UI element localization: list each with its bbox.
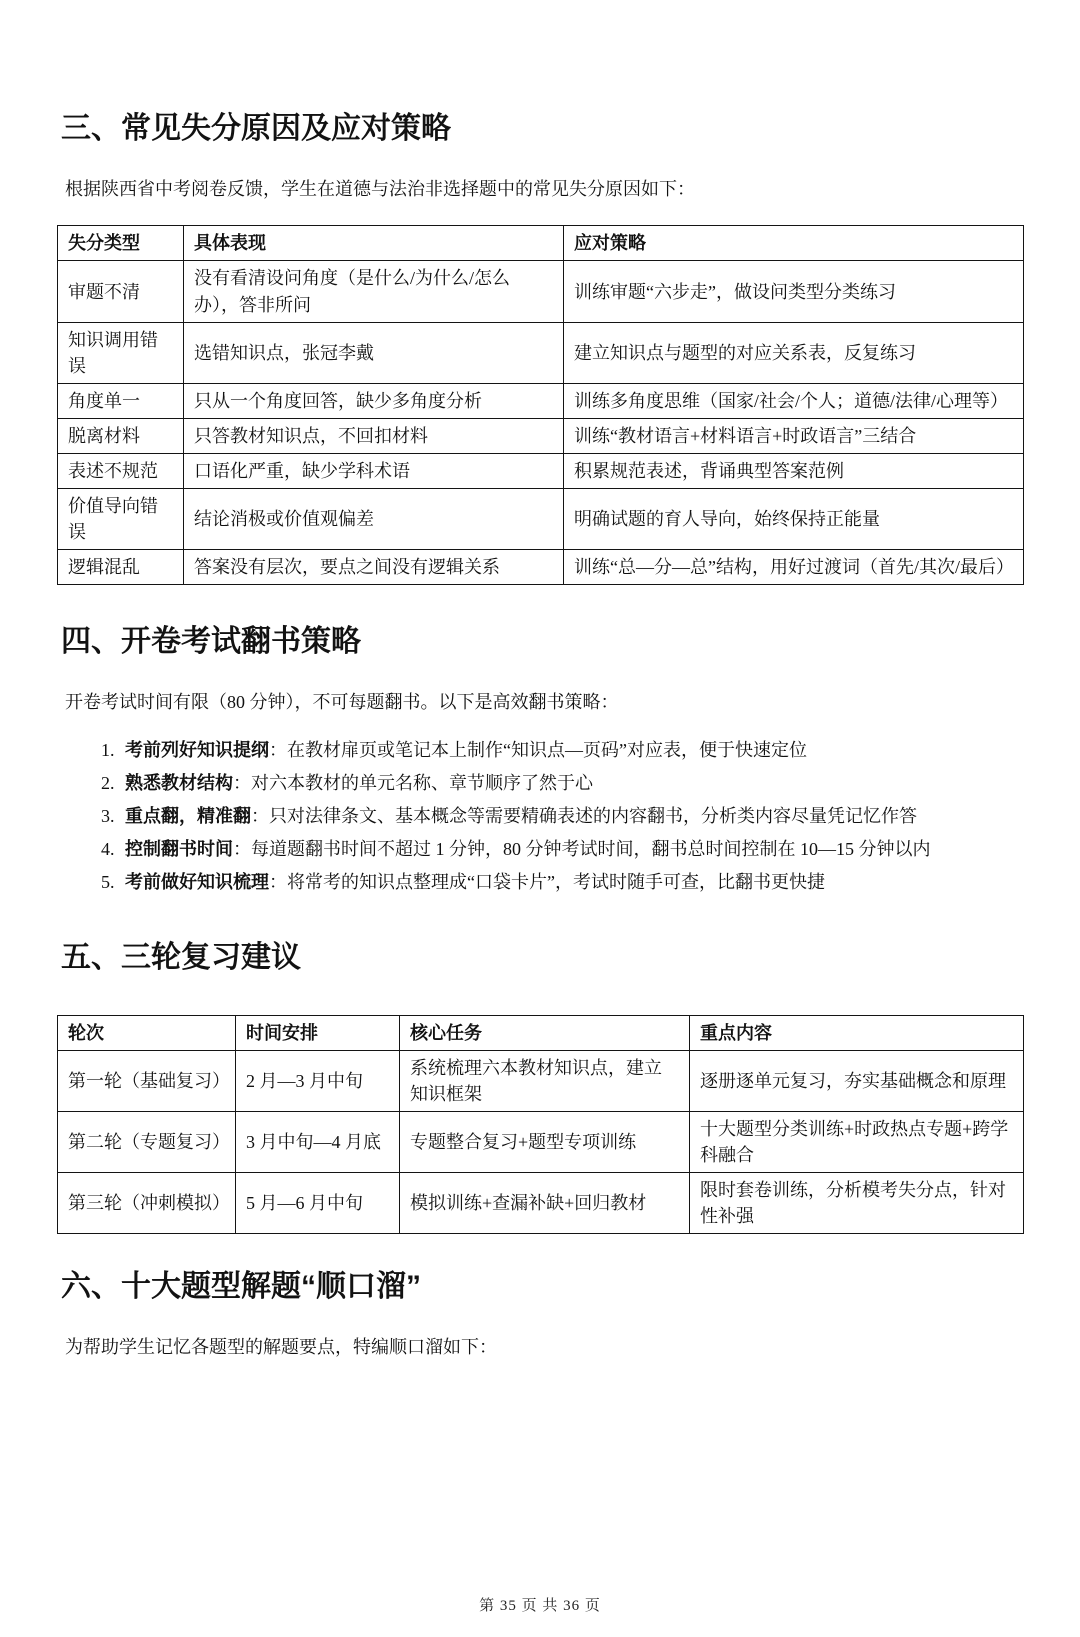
header-cell: 轮次	[58, 1015, 236, 1050]
list-item-text: ：在教材扉页或笔记本上制作“知识点—页码”对应表，便于快速定位	[269, 739, 807, 760]
list-item-label: 控制翻书时间	[125, 839, 233, 860]
list-item	[119, 803, 1023, 829]
table-cell: 专题整合复习+题型专项训练	[400, 1112, 690, 1173]
book-flipping-strategy-list	[57, 737, 1023, 895]
list-item-label: 考前做好知识梳理	[125, 872, 269, 893]
section6-heading: 六、十大题型解题“顺口溜”	[61, 1270, 421, 1304]
table-row	[58, 1050, 1024, 1111]
table-cell: 逐册逐单元复习，夯实基础概念和原理	[690, 1050, 1024, 1111]
header-cell: 应对策略	[564, 226, 1024, 261]
table-cell: 价值导向错误	[58, 489, 184, 550]
table-row	[58, 550, 1024, 585]
table-cell: 第一轮（基础复习）	[58, 1050, 236, 1111]
table-row	[58, 1112, 1024, 1173]
table-cell: 明确试题的育人导向，始终保持正能量	[564, 489, 1024, 550]
table-cell: 审题不清	[58, 261, 184, 322]
header-cell: 时间安排	[236, 1015, 400, 1050]
table-cell: 选错知识点，张冠李戴	[184, 322, 564, 383]
table-cell: 结论消极或价值观偏差	[184, 489, 564, 550]
table-cell: 答案没有层次，要点之间没有逻辑关系	[184, 550, 564, 585]
list-item	[119, 836, 1023, 862]
loss-reasons-table	[57, 225, 1024, 585]
review-rounds-table	[57, 1015, 1024, 1235]
table-cell: 口语化严重，缺少学科术语	[184, 454, 564, 489]
table-cell: 第二轮（专题复习）	[58, 1112, 236, 1173]
list-item-label: 熟悉教材结构	[125, 772, 233, 793]
table-cell: 脱离材料	[58, 418, 184, 453]
table-cell: 知识调用错误	[58, 322, 184, 383]
list-item-text: ：只对法律条文、基本概念等需要精确表述的内容翻书，分析类内容尽量凭记忆作答	[251, 806, 917, 826]
list-item	[119, 737, 1023, 763]
table-row	[58, 261, 1024, 322]
list-item-text: ：将常考的知识点整理成“口袋卡片”，考试时随手可查，比翻书更快捷	[269, 872, 825, 893]
section5-heading: 五、三轮复习建议	[61, 941, 301, 975]
section3-heading: 三、常见失分原因及应对策略	[61, 112, 451, 145]
list-item-label: 重点翻，精准翻	[125, 806, 251, 826]
table-cell: 模拟训练+查漏补缺+回归教材	[400, 1173, 690, 1234]
list-item-text: ：每道题翻书时间不超过 1 分钟，80 分钟考试时间，翻书总时间控制在 10—15 分钟以内	[233, 839, 931, 860]
section4-heading: 四、开卷考试翻书策略	[61, 625, 361, 659]
table-cell: 训练“总—分—总”结构，用好过渡词（首先/其次/最后）	[564, 550, 1024, 585]
header-cell: 失分类型	[58, 226, 184, 261]
table-cell: 角度单一	[58, 383, 184, 418]
table-row	[58, 1173, 1024, 1234]
table-cell: 系统梳理六本教材知识点，建立知识框架	[400, 1050, 690, 1111]
table-row	[58, 454, 1024, 489]
header-cell: 具体表现	[184, 226, 564, 261]
table-cell: 3 月中旬—4 月底	[236, 1112, 400, 1173]
table-cell: 建立知识点与题型的对应关系表，反复练习	[564, 322, 1024, 383]
table-header-row	[58, 1015, 1024, 1050]
table-row	[58, 383, 1024, 418]
table-cell: 只从一个角度回答，缺少多角度分析	[184, 383, 564, 418]
table-row	[58, 418, 1024, 453]
table-cell: 只答教材知识点，不回扣材料	[184, 418, 564, 453]
list-item-text: ：对六本教材的单元名称、章节顺序了然于心	[233, 772, 593, 793]
table-cell: 没有看清设问角度（是什么/为什么/怎么办），答非所问	[184, 261, 564, 322]
section6-intro: 为帮助学生记忆各题型的解题要点，特编顺口溜如下：	[65, 1336, 497, 1357]
header-cell: 重点内容	[690, 1015, 1024, 1050]
list-item	[119, 770, 1023, 796]
document-page	[0, 110, 1080, 1362]
table-cell: 表述不规范	[58, 454, 184, 489]
page-number: 第 35 页 共 36 页	[479, 1598, 601, 1614]
table-cell: 第三轮（冲刺模拟）	[58, 1173, 236, 1234]
header-cell: 核心任务	[400, 1015, 690, 1050]
table-cell: 训练审题“六步走”，做设问类型分类练习	[564, 261, 1024, 322]
section3-intro: 根据陕西省中考阅卷反馈，学生在道德与法治非选择题中的常见失分原因如下：	[65, 178, 695, 199]
table-cell: 5 月—6 月中旬	[236, 1173, 400, 1234]
section4-intro: 开卷考试时间有限（80 分钟），不可每题翻书。以下是高效翻书策略：	[65, 691, 619, 712]
table-cell: 逻辑混乱	[58, 550, 184, 585]
table-header-row	[58, 226, 1024, 261]
table-row	[58, 322, 1024, 383]
table-cell: 2 月—3 月中旬	[236, 1050, 400, 1111]
list-item	[119, 869, 1023, 895]
table-cell: 积累规范表述，背诵典型答案范例	[564, 454, 1024, 489]
table-cell: 训练“教材语言+材料语言+时政语言”三结合	[564, 418, 1024, 453]
table-cell: 限时套卷训练，分析模考失分点，针对性补强	[690, 1173, 1024, 1234]
list-item-label: 考前列好知识提纲	[125, 739, 269, 760]
table-cell: 十大题型分类训练+时政热点专题+跨学科融合	[690, 1112, 1024, 1173]
table-cell: 训练多角度思维（国家/社会/个人；道德/法律/心理等）	[564, 383, 1024, 418]
table-row	[58, 489, 1024, 550]
